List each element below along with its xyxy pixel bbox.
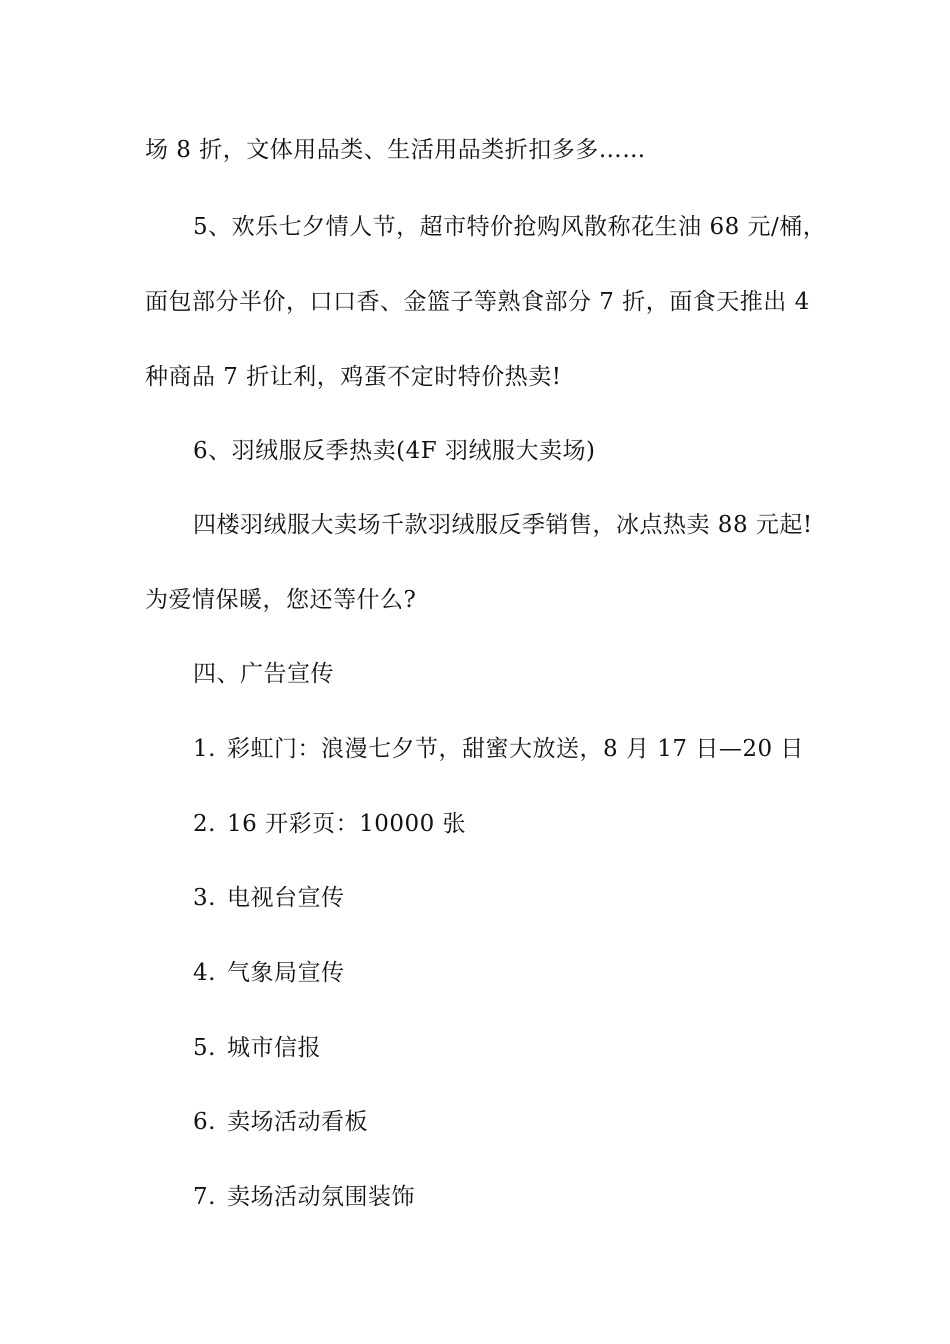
list-item — [193, 1102, 873, 1142]
list-item-text: 城市信报 — [227, 1035, 321, 1061]
list-item-number: 6. — [193, 1109, 216, 1135]
paragraph-item-6-heading: 6、羽绒服反季热卖(4F 羽绒服大卖场) — [193, 438, 596, 464]
list-item-text: 气象局宣传 — [227, 960, 345, 986]
list-item-text: 卖场活动氛围装饰 — [227, 1184, 415, 1210]
paragraph-item-5-line-2: 面包部分半价，口口香、金篮子等熟食部分 7 折，面食天推出 4 — [145, 289, 810, 315]
list-item-number: 3. — [193, 885, 216, 911]
list-item — [193, 1177, 873, 1217]
list-item — [193, 804, 873, 844]
list-item-text: 彩虹门：浪漫七夕节，甜蜜大放送，8 月 17 日—20 日 — [227, 736, 804, 762]
list-item-number: 1. — [193, 736, 216, 762]
list-item-text: 卖场活动看板 — [227, 1109, 368, 1135]
list-item-number: 4. — [193, 960, 216, 986]
list-item-text: 16 开彩页：10000 张 — [227, 811, 467, 837]
paragraph-item-5-line-1: 5、欢乐七夕情人节，超市特价抢购风散称花生油 68 元/桶， — [193, 214, 827, 240]
list-item-text: 电视台宣传 — [227, 885, 345, 911]
paragraph-continuation: 场 8 折，文体用品类、生活用品类折扣多多…… — [145, 137, 646, 163]
list-item — [193, 729, 873, 769]
paragraph-item-5-line-3: 种商品 7 折让利，鸡蛋不定时特价热卖! — [145, 364, 562, 390]
paragraph-down-jacket-line-2: 为爱情保暖，您还等什么? — [145, 587, 417, 613]
paragraph-down-jacket-line-1: 四楼羽绒服大卖场千款羽绒服反季销售，冰点热卖 88 元起! — [193, 512, 813, 538]
list-item-number: 2. — [193, 811, 216, 837]
list-item — [193, 953, 873, 993]
list-item-number: 5. — [193, 1035, 216, 1061]
list-item-number: 7. — [193, 1184, 216, 1210]
list-item — [193, 1028, 873, 1068]
section-heading-advertising: 四、广告宣传 — [193, 661, 334, 687]
list-item — [193, 878, 873, 918]
